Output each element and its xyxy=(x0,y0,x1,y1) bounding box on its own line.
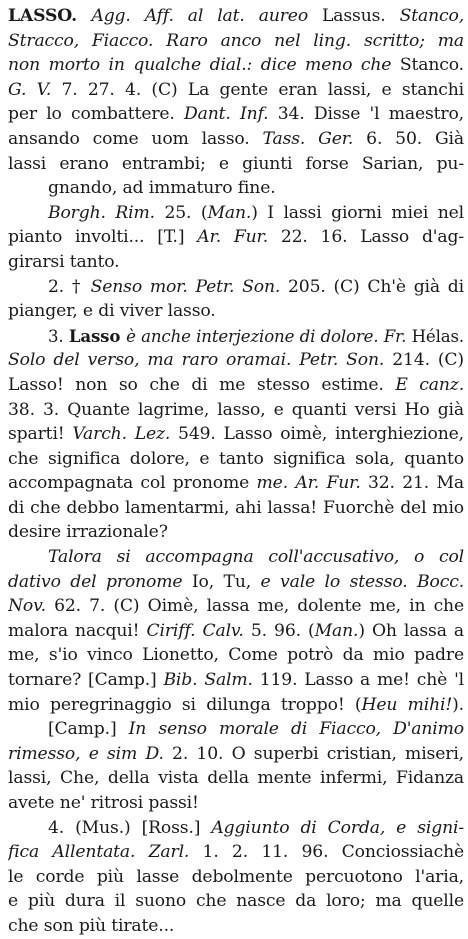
text-segment: 549. Lasso oimè, interghiezione, xyxy=(178,424,464,445)
text-segment: 205. (C) Ch'è già di xyxy=(288,276,464,297)
text-line xyxy=(8,520,464,545)
text-line xyxy=(8,643,464,668)
text-segment: 1. 2. 11. 96. Conciossiachè xyxy=(202,842,464,863)
text-line xyxy=(8,594,464,619)
text-line xyxy=(8,250,464,275)
text-segment: 119. Lasso a me! chè 'l xyxy=(259,670,464,691)
text-segment: Io, Tu, xyxy=(191,571,261,592)
text-segment: Lassus. xyxy=(322,6,400,26)
text-segment: pianto involti... [T.] xyxy=(8,227,198,248)
text-line xyxy=(8,127,464,152)
text-segment: gnando, ad immaturo fine. xyxy=(48,178,276,199)
text-line xyxy=(8,78,464,103)
text-segment: LASSO. xyxy=(8,6,92,26)
text-line xyxy=(8,496,464,521)
dictionary-entry-lasso xyxy=(8,4,464,939)
text-segment: desire irrazionale? xyxy=(8,522,168,543)
text-line xyxy=(8,201,464,226)
text-segment: che significa dolore, e tanto significa sola, quanto xyxy=(8,448,464,469)
text-line xyxy=(8,717,464,742)
text-line xyxy=(8,471,464,496)
text-segment: 32. 21. Ma xyxy=(367,473,464,494)
text-segment: 214. (C) xyxy=(392,350,464,371)
text-segment: Agg. Aff. al lat. aureo xyxy=(91,6,323,26)
text-line xyxy=(8,275,464,300)
text-segment: 22. 16. Lasso d'ag- xyxy=(280,227,464,248)
text-segment: le corde più lasse debolmente percuotono l'aria, xyxy=(8,866,464,887)
text-segment: avete ne' ritrosi passi! xyxy=(8,793,199,813)
text-line xyxy=(8,742,464,767)
text-segment: 34. Disse 'l maestro, xyxy=(277,104,464,125)
text-segment: mio peregrinaggio si dilunga troppo! ( xyxy=(8,694,362,715)
text-segment: sparti! xyxy=(8,424,73,445)
text-segment: E canz. xyxy=(395,374,464,395)
text-line xyxy=(8,865,464,890)
text-segment: Borgh. Rim. xyxy=(48,202,165,223)
text-segment: pianger, e di viver lasso. xyxy=(8,301,216,322)
text-line xyxy=(8,398,464,423)
text-segment: Stanco, xyxy=(399,6,464,26)
text-segment: 38. 3. Quante lagrime, lasso, e quanti versi Ho già xyxy=(8,399,464,420)
text-segment: Man. xyxy=(314,620,359,641)
text-segment: Ciriff. Calv. xyxy=(146,620,251,641)
text-segment: è anche interjezione di dolore. Fr. xyxy=(126,326,412,346)
text-line xyxy=(8,447,464,472)
text-segment: Varch. Lez. xyxy=(72,424,179,445)
text-line xyxy=(8,422,464,447)
text-line xyxy=(8,53,464,78)
text-segment: Lasso! non so che di me stesso estime. xyxy=(8,374,396,395)
text-segment: me, s'io vinco Lionetto, Come potrò da mio padre xyxy=(8,645,464,666)
text-line xyxy=(8,766,464,791)
text-segment: [Camp.] xyxy=(48,719,129,740)
text-segment: fica Allentata. Zarl. xyxy=(8,842,203,863)
text-segment: Bib. Salm. xyxy=(163,670,260,691)
text-line xyxy=(8,889,464,914)
text-segment: Nov. xyxy=(8,596,55,617)
text-segment: 25. ( xyxy=(164,202,208,223)
text-segment: di che debbo lamentarmi, ahi lassa! Fuorchè del mio xyxy=(8,497,464,518)
text-segment: ) Oh lassa a xyxy=(358,620,464,641)
text-segment: 5. 96. ( xyxy=(250,620,315,641)
text-segment: dativo del pronome xyxy=(8,571,192,592)
text-line xyxy=(8,840,464,865)
text-segment: Lasso xyxy=(68,325,127,346)
text-line xyxy=(8,324,464,349)
text-line xyxy=(8,299,464,324)
text-segment: Man. xyxy=(207,202,252,223)
text-segment: rimesso, e sim D. xyxy=(8,743,173,764)
text-segment: lassi, Che, della vista della mente infermi, Fidanza xyxy=(8,768,464,789)
text-segment: ) I lassi giorni miei nel xyxy=(251,202,464,223)
text-segment: tornare? [Camp.] xyxy=(8,670,164,691)
text-segment: Heu mihi! xyxy=(361,694,453,715)
text-line xyxy=(8,545,464,570)
text-line xyxy=(8,791,464,816)
text-segment: In senso morale di Fiacco, D'animo xyxy=(128,719,464,740)
text-segment: ). xyxy=(452,694,464,715)
text-segment: 2. 10. O superbi cristian, miseri, xyxy=(172,743,464,764)
text-segment: non morto in qualche dial.: dice meno che xyxy=(8,55,400,76)
text-segment: 62. 7. (C) Oimè, lassa me, dolente me, in che xyxy=(54,596,464,617)
text-segment: 3. xyxy=(48,326,69,346)
text-line xyxy=(8,570,464,595)
text-line xyxy=(8,348,464,373)
text-segment: girarsi tanto. xyxy=(8,251,120,272)
text-segment: Aggiunto di Corda, e signi- xyxy=(211,817,464,838)
text-line xyxy=(8,914,464,939)
text-segment: Dant. Inf. xyxy=(184,104,278,125)
text-line xyxy=(8,668,464,693)
text-line xyxy=(8,693,464,718)
text-line xyxy=(8,102,464,127)
text-segment: 7. 27. 4. (C) La gente eran lassi, e stanchi xyxy=(61,79,464,100)
text-segment: Solo del verso, ma raro oramai. Petr. Son. xyxy=(8,350,393,371)
text-segment: accompagnata col pronome xyxy=(8,473,257,494)
text-line xyxy=(8,373,464,398)
text-segment: 4. (Mus.) [Ross.] xyxy=(48,817,212,838)
text-segment: 2. † xyxy=(48,276,91,297)
text-segment: che son più tirate... xyxy=(8,915,175,936)
text-segment: me. Ar. Fur. xyxy=(256,473,368,494)
text-segment: lassi erano entrambi; e giunti forse Sarian, pu- xyxy=(8,153,464,174)
text-segment: Hélas. xyxy=(411,326,464,346)
text-segment: ansando come uom lasso. xyxy=(8,128,263,149)
text-line xyxy=(8,176,464,201)
text-line xyxy=(8,619,464,644)
text-line xyxy=(8,29,464,54)
text-segment: e vale lo stesso. Bocc. xyxy=(260,571,464,592)
text-line xyxy=(8,225,464,250)
text-segment: Ar. Fur. xyxy=(197,227,281,248)
text-segment: malora nacqui! xyxy=(8,620,147,641)
text-segment: per lo combattere. xyxy=(8,104,185,125)
text-segment: G. V. xyxy=(8,79,62,100)
text-line xyxy=(8,152,464,177)
text-segment: Senso mor. Petr. Son. xyxy=(90,276,289,297)
text-segment: e più dura il suono che nasce da loro; ma quelle xyxy=(8,891,464,912)
text-segment: Tass. Ger. xyxy=(262,128,367,149)
text-segment: Talora si accompagna coll'accusativo, o col xyxy=(48,547,464,568)
text-segment: Stanco. xyxy=(399,55,464,76)
text-segment: 6. 50. Già xyxy=(366,128,464,149)
text-line xyxy=(8,4,464,29)
text-line xyxy=(8,816,464,841)
text-segment: Stracco, Fiacco. Raro anco nel ling. scritto; ma xyxy=(8,30,464,51)
